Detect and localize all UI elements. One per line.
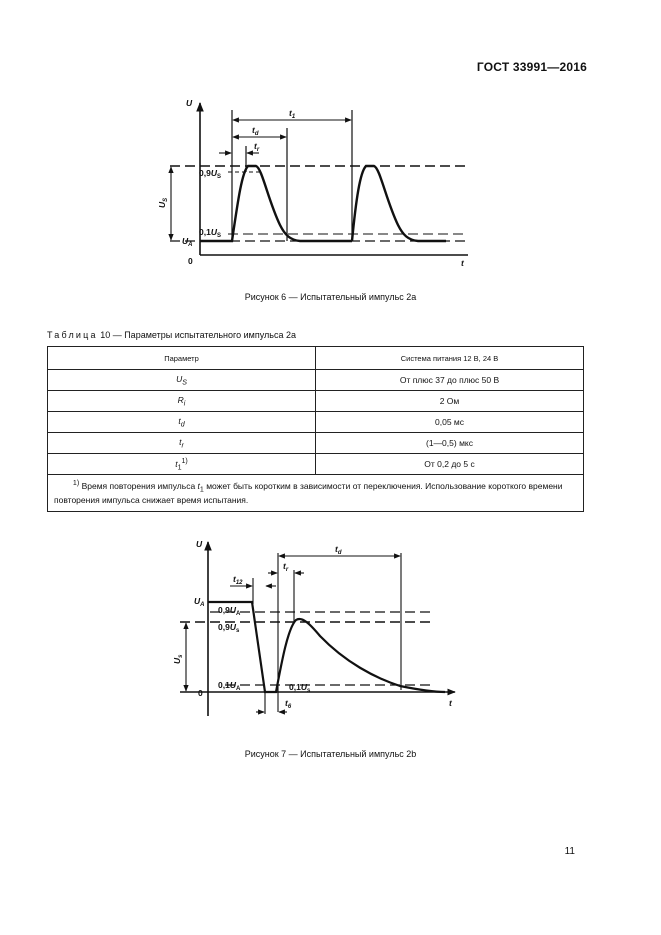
- level-01s-label: $0,1U_s$: [289, 682, 311, 694]
- table-10-title: Таблица 10 — Параметры испытательного импульса 2а: [47, 330, 296, 340]
- figure-6-caption: Рисунок 6 — Испытательный импульс 2а: [244, 292, 417, 302]
- tr-label: $t_r$: [283, 561, 289, 573]
- value-cell: 0,05 мс: [316, 412, 584, 433]
- level-01-label: $0,1U_S$: [199, 227, 221, 239]
- table-row: [48, 454, 584, 475]
- level-09s-label: $0,9U_s$: [218, 622, 240, 634]
- t1-label: $t_1$: [289, 108, 296, 120]
- pulse-2b: [208, 602, 445, 692]
- us-label: $U_S$: [157, 197, 169, 208]
- tr-label: $t_r$: [254, 141, 260, 153]
- figure-7-diagram: [0, 530, 661, 770]
- t6-label: $t_6$: [285, 698, 292, 710]
- param-cell: $R_i$: [48, 391, 316, 412]
- table-row: [48, 370, 584, 391]
- ua-label: $U_A$: [182, 236, 193, 248]
- table-footnote-row: [48, 475, 584, 512]
- table-header-row: [48, 347, 584, 370]
- level-09a-label: $0,9U_A$: [218, 605, 241, 617]
- param-cell: $t_d$: [48, 412, 316, 433]
- table-row: [48, 433, 584, 454]
- value-cell: (1—0,5) мкс: [316, 433, 584, 454]
- param-cell: $U_S$: [48, 370, 316, 391]
- figure-7-caption: Рисунок 7 — Испытательный импульс 2b: [244, 749, 417, 759]
- origin-label: 0: [188, 256, 193, 266]
- value-cell: От плюс 37 до плюс 50 В: [316, 370, 584, 391]
- td-label: $t_d$: [335, 544, 342, 556]
- header-parameter: Параметр: [48, 347, 316, 370]
- ua-label: $U_A$: [194, 596, 205, 608]
- level-01a-label: $0,1U_A$: [218, 680, 241, 692]
- axis-t-label: t: [461, 258, 464, 268]
- value-cell: 2 Ом: [316, 391, 584, 412]
- table-footnote: $^{1)}$ Время повторения импульса $t_1$ может быть коротким в зависимости от переключения. Использование короткого времени повторения импульса снижает время испытания.: [48, 475, 584, 512]
- param-cell: $t_r$: [48, 433, 316, 454]
- table-row: [48, 391, 584, 412]
- axis-u-label: U: [186, 98, 193, 108]
- value-cell: От 0,2 до 5 с: [316, 454, 584, 475]
- level-09-label: $0,9U_S$: [199, 168, 221, 180]
- pulse-2: [352, 166, 446, 241]
- figure-6-diagram: [0, 0, 661, 290]
- page-number: 11: [564, 846, 575, 857]
- standard-number: ГОСТ 33991—2016: [476, 60, 587, 74]
- pulse-1: [200, 166, 352, 241]
- parameters-table: [47, 346, 584, 512]
- header-system: Система питания 12 В, 24 В: [316, 347, 584, 370]
- us-label: $U_s$: [172, 654, 184, 664]
- td-label: $t_d$: [252, 125, 259, 137]
- origin-label: 0: [198, 688, 203, 698]
- param-cell: $t_1^{1)}$: [48, 454, 316, 475]
- table-row: [48, 412, 584, 433]
- axis-u-label: U: [196, 539, 203, 549]
- axis-t-label: t: [449, 698, 452, 708]
- t12-label: $t_{12}$: [233, 574, 243, 586]
